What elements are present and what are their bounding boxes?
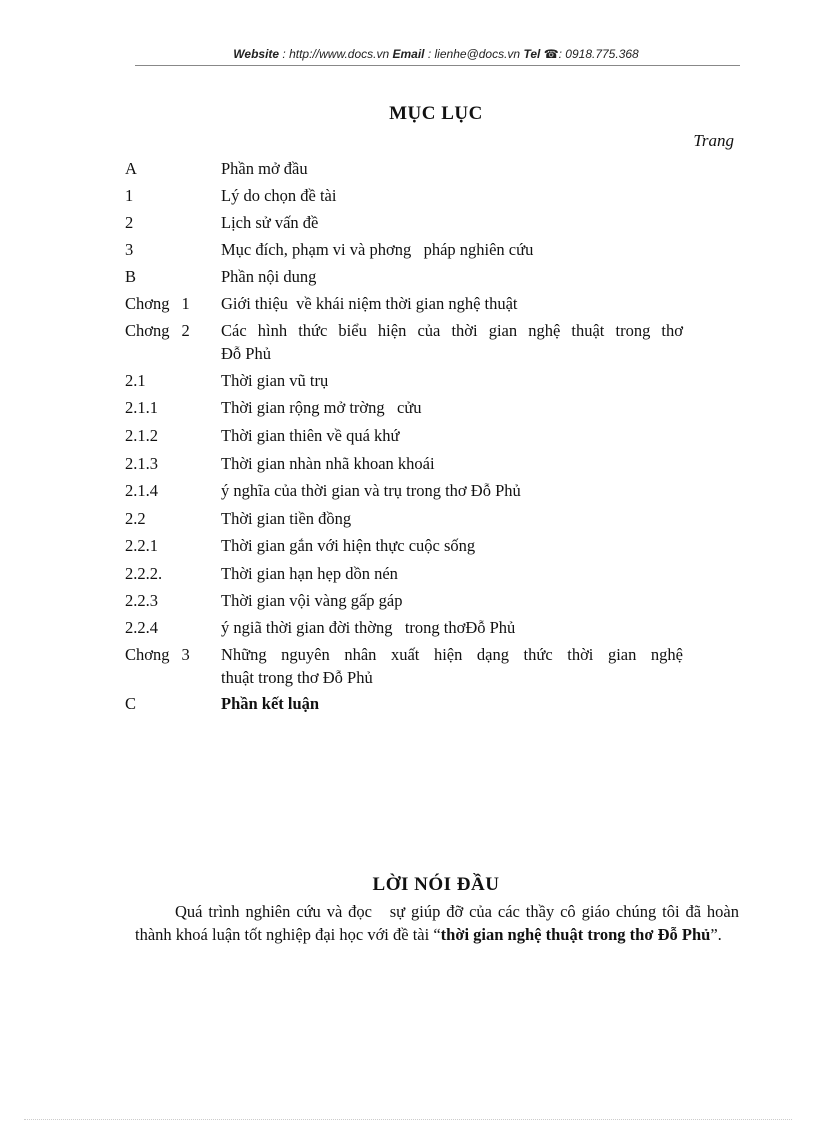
email-value[interactable]: lienhe@docs.vn [434, 47, 521, 61]
toc-entry-text: ý ngiã thời gian đời thờng trong thơĐỗ Phủ [221, 618, 516, 637]
website-sep: : [279, 47, 290, 61]
toc-entry-text: Phần nội dung [221, 267, 317, 286]
toc-entry-number [125, 643, 190, 666]
toc-entry-number: 2.2.2. [125, 564, 163, 583]
toc-chapter-number: 3 [181, 645, 190, 664]
toc-entry-line-2: thuật trong thơ Đỗ Phủ [221, 668, 373, 687]
intro-paragraph [135, 900, 744, 946]
toc-entry-text: Thời gian thiên về quá khứ [221, 426, 400, 445]
toc-chapter-word: Chơng [125, 294, 170, 313]
toc-entry-number: 2.1.1 [125, 398, 158, 417]
toc-entry-number [125, 292, 190, 315]
toc-entry-line-1: Các hình thức biểu hiện của thời gian nghệ thuật trong thơ [221, 321, 683, 340]
toc-entry-number [125, 319, 190, 342]
toc-entry-text: Thời gian vội vàng gấp gáp [221, 591, 403, 610]
toc-entry-text [221, 319, 683, 365]
toc-entry-text: Thời gian nhàn nhã khoan khoái [221, 454, 435, 473]
toc-chapter-number: 1 [181, 294, 190, 313]
website-label: Website [233, 47, 280, 61]
intro-title: LỜI NÓI ĐẦU [372, 874, 500, 895]
page-bottom-rule [24, 1119, 792, 1120]
toc-entry-text: Lịch sử vấn đề [221, 213, 319, 232]
toc-entry-number: 2.1 [125, 371, 146, 390]
toc-entry-number: 2.2.4 [125, 618, 158, 637]
toc-entry-number: 2.1.4 [125, 481, 158, 500]
email-label: Email [392, 47, 425, 61]
thesis-title: thời gian nghệ thuật trong thơ Đỗ Phủ [440, 925, 711, 944]
toc-entry-number: C [125, 694, 137, 713]
toc-entry-text: Mục đích, phạm vi và phơng pháp nghiên cứu [221, 240, 534, 259]
toc-entry-number: A [125, 159, 137, 178]
toc-entry-text: Thời gian rộng mở trờng cửu [221, 398, 422, 417]
toc-entry-number: 1 [125, 186, 134, 205]
phone-icon: ☎ [543, 47, 559, 61]
website-url[interactable]: http://www.docs.vn [289, 47, 390, 61]
toc-entry-number: 2.2 [125, 509, 146, 528]
toc-entry-number: B [125, 267, 137, 286]
toc-entry-text: Thời gian hạn hẹp dồn nén [221, 564, 398, 583]
tel-value: : 0918.775.368 [558, 47, 639, 61]
toc-entry-number: 2.2.1 [125, 536, 158, 555]
toc-entry-text: Phần kết luận [221, 694, 320, 713]
intro-text-end: ”. [710, 925, 722, 944]
header-divider [135, 65, 740, 66]
toc-entry-number: 2.2.3 [125, 591, 158, 610]
toc-entry-text: Lý do chọn đề tài [221, 186, 337, 205]
toc-chapter-word: Chơng [125, 321, 170, 340]
toc-entry-text [221, 643, 683, 689]
toc-entry-text: Phần mở đầu [221, 159, 308, 178]
tel-label: Tel [523, 47, 541, 61]
toc-entry-number: 2.1.2 [125, 426, 158, 445]
intro-text: Quá trình nghiên cứu và đọc sự giúp đỡ của các thầy cô giáo chúng tôi đã hoàn thành khoá luận tốt nghiệp đại học với đề tài “ [135, 902, 744, 944]
toc-entry-number: 2 [125, 213, 134, 232]
toc-entry-text: Thời gian tiền đồng [221, 509, 352, 528]
toc-entry-text: ý nghĩa của thời gian và trụ trong thơ Đỗ Phủ [221, 481, 521, 500]
toc-chapter-number: 2 [181, 321, 190, 340]
toc-entry-text: Giới thiệu về khái niệm thời gian nghệ thuật [221, 294, 518, 313]
toc-entry-line-2: Đỗ Phủ [221, 344, 271, 363]
page-header [0, 47, 816, 61]
email-sep: : [424, 47, 435, 61]
toc-entry-text: Thời gian gắn với hiện thực cuộc sống [221, 536, 476, 555]
toc-entry-number: 2.1.3 [125, 454, 158, 473]
toc-entry-text: Thời gian vũ trụ [221, 371, 329, 390]
page-column-label: Trang [693, 131, 734, 150]
toc-entry-number: 3 [125, 240, 134, 259]
toc-chapter-word: Chơng [125, 645, 170, 664]
toc-title: MỤC LỤC [389, 103, 483, 124]
toc-entry-line-1: Những nguyên nhân xuất hiện dạng thức thời gian nghệ [221, 645, 683, 664]
